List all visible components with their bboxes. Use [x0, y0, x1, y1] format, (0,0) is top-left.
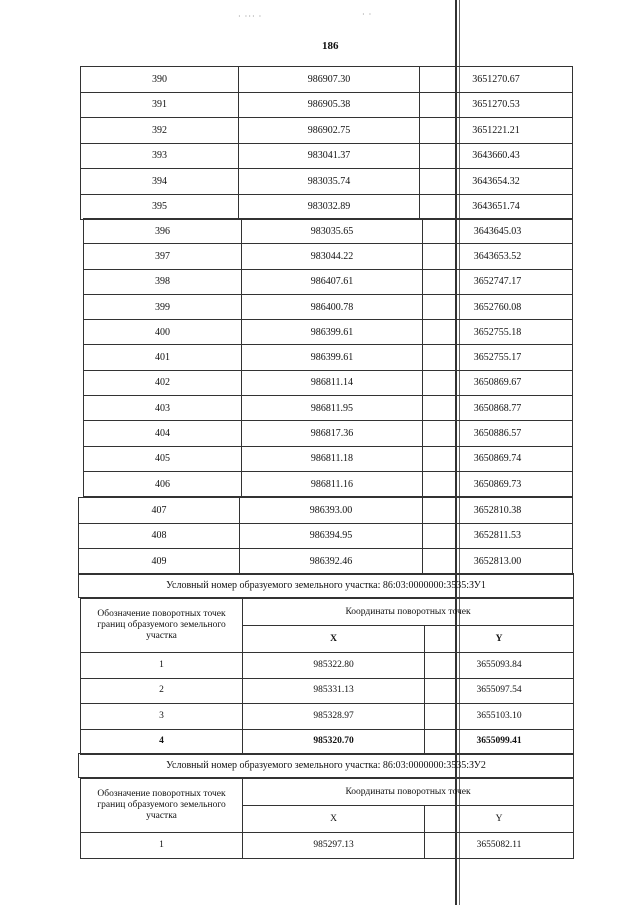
table-row: [81, 704, 574, 730]
x-coordinate: 985297.13: [243, 833, 425, 859]
y-coordinate: 3650869.73: [423, 471, 573, 496]
x-coordinate: 986394.95: [240, 523, 423, 549]
y-coordinate: 3643651.74: [420, 194, 573, 220]
x-coordinate: 986399.61: [242, 320, 423, 345]
table-row: [81, 833, 574, 859]
table-row: [81, 729, 574, 755]
table-row: [81, 118, 573, 144]
point-number: 395: [81, 194, 239, 220]
x-coordinate: 986907.30: [239, 67, 420, 93]
scan-specks-top: · ··· ·: [238, 12, 263, 21]
section-1-table: [80, 598, 574, 755]
table-row: [81, 678, 574, 704]
section-1-coords-header: Координаты поворотных точек: [243, 599, 574, 626]
x-coordinate: 985322.80: [243, 653, 425, 679]
section-1-col1-header: Обозначение поворотных точек границ образуемого земельного участка: [81, 599, 243, 653]
section-1-title: Условный номер образуемого земельного участка: 86:03:0000000:3535:ЗУ1: [78, 573, 574, 598]
table-row: [84, 294, 573, 319]
x-coordinate: 985331.13: [243, 678, 425, 704]
point-number: 404: [84, 421, 242, 446]
x-coordinate: 986399.61: [242, 345, 423, 370]
table-row: [84, 320, 573, 345]
y-coordinate: 3655082.11: [425, 833, 574, 859]
x-coordinate: 986811.18: [242, 446, 423, 471]
point-number: 402: [84, 370, 242, 395]
section-2-title: Условный номер образуемого земельного участка: 86:03:0000000:3535:ЗУ2: [78, 753, 574, 778]
table-row: [84, 396, 573, 421]
point-number: 392: [81, 118, 239, 144]
table-row: [84, 244, 573, 269]
point-number: 2: [81, 678, 243, 704]
x-coordinate: 986811.95: [242, 396, 423, 421]
y-coordinate: 3652760.08: [423, 294, 573, 319]
point-number: 408: [79, 523, 240, 549]
point-number: 406: [84, 471, 242, 496]
point-number: 409: [79, 549, 240, 575]
x-coordinate: 986407.61: [242, 269, 423, 294]
x-coordinate: 986817.36: [242, 421, 423, 446]
x-coordinate: 983041.37: [239, 143, 420, 169]
y-coordinate: 3652810.38: [423, 498, 573, 524]
y-coordinate: 3650868.77: [423, 396, 573, 421]
y-coordinate: 3651221.21: [420, 118, 573, 144]
x-coordinate: 983044.22: [242, 244, 423, 269]
table-row: [84, 219, 573, 244]
y-coordinate: 3655093.84: [425, 653, 574, 679]
point-number: 3: [81, 704, 243, 730]
y-coordinate: 3643645.03: [423, 219, 573, 244]
coordinates-table-block-2: [83, 218, 573, 497]
y-coordinate: 3652747.17: [423, 269, 573, 294]
y-coordinate: 3643660.43: [420, 143, 573, 169]
y-coordinate: 3643653.52: [423, 244, 573, 269]
table-row: [84, 471, 573, 496]
x-coordinate: 986811.16: [242, 471, 423, 496]
y-coordinate: 3655099.41: [425, 729, 574, 755]
page-number: 186: [322, 40, 339, 52]
section-1-y-label: Y: [425, 626, 574, 653]
table-row: [84, 345, 573, 370]
x-coordinate: 986392.46: [240, 549, 423, 575]
table-row: [81, 169, 573, 195]
point-number: 407: [79, 498, 240, 524]
table-row: [81, 653, 574, 679]
y-coordinate: 3655103.10: [425, 704, 574, 730]
section-2-table: [80, 778, 574, 859]
table-row: [81, 143, 573, 169]
x-coordinate: 986393.00: [240, 498, 423, 524]
table-row: [84, 370, 573, 395]
table-row: [79, 523, 573, 549]
section-2-y-label: Y: [425, 806, 574, 833]
y-coordinate: 3643654.32: [420, 169, 573, 195]
y-coordinate: 3650886.57: [423, 421, 573, 446]
x-coordinate: 986902.75: [239, 118, 420, 144]
point-number: 390: [81, 67, 239, 93]
y-coordinate: 3650869.74: [423, 446, 573, 471]
x-coordinate: 983035.74: [239, 169, 420, 195]
point-number: 403: [84, 396, 242, 421]
scan-specks-top-right: · ·: [362, 10, 373, 19]
point-number: 4: [81, 729, 243, 755]
y-coordinate: 3652813.00: [423, 549, 573, 575]
table-row: [84, 446, 573, 471]
table-row: [81, 67, 573, 93]
table-row: [81, 92, 573, 118]
point-number: 391: [81, 92, 239, 118]
x-coordinate: 985328.97: [243, 704, 425, 730]
section-2-col1-header: Обозначение поворотных точек границ образуемого земельного участка: [81, 779, 243, 833]
point-number: 396: [84, 219, 242, 244]
x-coordinate: 985320.70: [243, 729, 425, 755]
section-1-x-label: X: [243, 626, 425, 653]
point-number: 405: [84, 446, 242, 471]
point-number: 398: [84, 269, 242, 294]
y-coordinate: 3655097.54: [425, 678, 574, 704]
point-number: 397: [84, 244, 242, 269]
y-coordinate: 3652755.17: [423, 345, 573, 370]
table-row: [81, 194, 573, 220]
point-number: 1: [81, 653, 243, 679]
point-number: 1: [81, 833, 243, 859]
y-coordinate: 3651270.53: [420, 92, 573, 118]
table-row: [84, 421, 573, 446]
point-number: 401: [84, 345, 242, 370]
y-coordinate: 3652755.18: [423, 320, 573, 345]
x-coordinate: 983035.65: [242, 219, 423, 244]
table-row: [79, 498, 573, 524]
point-number: 394: [81, 169, 239, 195]
x-coordinate: 986400.78: [242, 294, 423, 319]
y-coordinate: 3652811.53: [423, 523, 573, 549]
point-number: 400: [84, 320, 242, 345]
section-2-x-label: X: [243, 806, 425, 833]
coordinates-table-block-1: [80, 66, 573, 220]
table-row: [84, 269, 573, 294]
x-coordinate: 986905.38: [239, 92, 420, 118]
table-row: [79, 549, 573, 575]
coordinates-table-block-3: [78, 497, 573, 575]
y-coordinate: 3651270.67: [420, 67, 573, 93]
x-coordinate: 983032.89: [239, 194, 420, 220]
section-2-coords-header: Координаты поворотных точек: [243, 779, 574, 806]
x-coordinate: 986811.14: [242, 370, 423, 395]
y-coordinate: 3650869.67: [423, 370, 573, 395]
point-number: 399: [84, 294, 242, 319]
point-number: 393: [81, 143, 239, 169]
